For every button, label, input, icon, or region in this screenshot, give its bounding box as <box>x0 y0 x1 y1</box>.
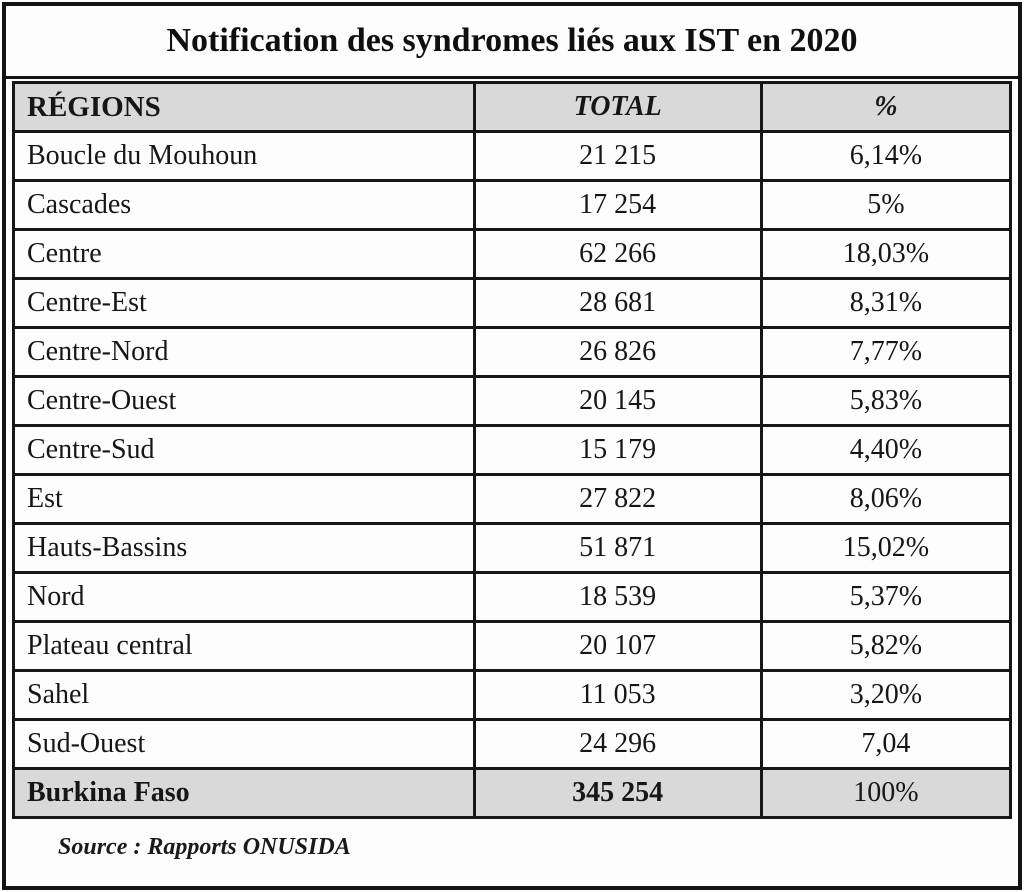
percent-cell: 18,03% <box>761 230 1010 279</box>
source-note: Source : Rapports ONUSIDA <box>58 834 351 860</box>
percent-cell: 3,20% <box>761 671 1010 720</box>
table-title: Notification des syndromes liés aux IST en 2020 <box>166 22 858 59</box>
region-cell: Centre-Nord <box>14 328 475 377</box>
total-cell: 27 822 <box>474 475 761 524</box>
percent-cell: 4,40% <box>761 426 1010 475</box>
table-row <box>14 132 1011 181</box>
ist-notifications-table <box>12 81 1012 819</box>
region-cell: Centre-Ouest <box>14 377 475 426</box>
region-cell: Centre-Sud <box>14 426 475 475</box>
region-cell: Centre <box>14 230 475 279</box>
total-cell: 51 871 <box>474 524 761 573</box>
table-row <box>14 573 1011 622</box>
total-cell: 24 296 <box>474 720 761 769</box>
total-cell: 28 681 <box>474 279 761 328</box>
table-row <box>14 671 1011 720</box>
percent-cell: 5% <box>761 181 1010 230</box>
table-row <box>14 524 1011 573</box>
total-cell: 15 179 <box>474 426 761 475</box>
percent-cell: 5,82% <box>761 622 1010 671</box>
header-row <box>14 83 1011 132</box>
grand-total-row <box>14 769 1011 818</box>
region-cell: Cascades <box>14 181 475 230</box>
percent-cell: 5,83% <box>761 377 1010 426</box>
total-cell: 20 145 <box>474 377 761 426</box>
grand-total-value: 345 254 <box>474 769 761 818</box>
percent-cell: 5,37% <box>761 573 1010 622</box>
header-percent: % <box>761 83 1010 132</box>
total-cell: 62 266 <box>474 230 761 279</box>
table-title-box <box>6 6 1018 79</box>
table-row <box>14 720 1011 769</box>
table-row <box>14 279 1011 328</box>
total-cell: 17 254 <box>474 181 761 230</box>
percent-cell: 6,14% <box>761 132 1010 181</box>
region-cell: Nord <box>14 573 475 622</box>
percent-cell: 8,06% <box>761 475 1010 524</box>
table-row <box>14 475 1011 524</box>
region-cell: Hauts-Bassins <box>14 524 475 573</box>
header-regions: RÉGIONS <box>14 83 475 132</box>
total-cell: 11 053 <box>474 671 761 720</box>
region-cell: Plateau central <box>14 622 475 671</box>
percent-cell: 7,77% <box>761 328 1010 377</box>
total-cell: 20 107 <box>474 622 761 671</box>
region-cell: Sud-Ouest <box>14 720 475 769</box>
percent-cell: 15,02% <box>761 524 1010 573</box>
grand-total-label: Burkina Faso <box>14 769 475 818</box>
table-row <box>14 181 1011 230</box>
grand-total-percent: 100% <box>761 769 1010 818</box>
table-row <box>14 328 1011 377</box>
table-row <box>14 377 1011 426</box>
region-cell: Centre-Est <box>14 279 475 328</box>
table-row <box>14 230 1011 279</box>
percent-cell: 7,04 <box>761 720 1010 769</box>
percent-cell: 8,31% <box>761 279 1010 328</box>
table-row <box>14 426 1011 475</box>
total-cell: 21 215 <box>474 132 761 181</box>
total-cell: 18 539 <box>474 573 761 622</box>
region-cell: Boucle du Mouhoun <box>14 132 475 181</box>
region-cell: Est <box>14 475 475 524</box>
total-cell: 26 826 <box>474 328 761 377</box>
header-total: TOTAL <box>474 83 761 132</box>
table-row <box>14 622 1011 671</box>
region-cell: Sahel <box>14 671 475 720</box>
